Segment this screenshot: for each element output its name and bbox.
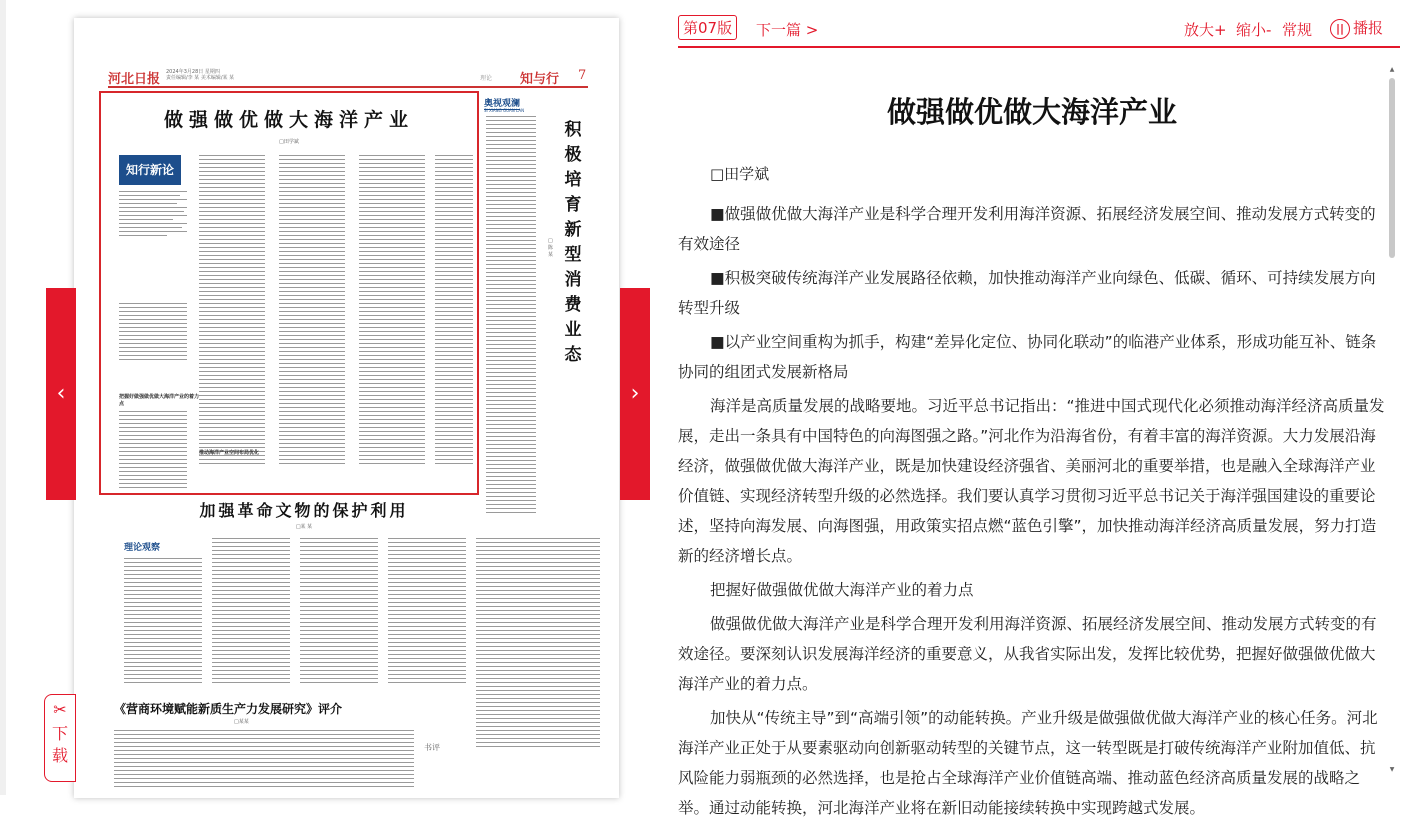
- page-masthead: [108, 68, 588, 88]
- lead-text-block: [119, 191, 187, 291]
- normal-size-button[interactable]: 常规: [1282, 21, 1313, 39]
- text-column: [124, 558, 202, 686]
- text-column: [359, 155, 425, 467]
- article-content[interactable]: [678, 66, 1386, 817]
- text-column: [199, 155, 265, 467]
- article-paragraph: ■以产业空间重构为抓手，构建“差异化定位、协同化联动”的临港产业体系，形成功能互补、链条协同的组团式发展新格局: [678, 333, 1377, 381]
- article-scrollbar[interactable]: [1388, 66, 1396, 778]
- zoom-out-button[interactable]: 缩小-: [1236, 21, 1272, 39]
- article-paragraph: ■积极突破传统海洋产业发展路径依赖，加快推动海洋产业向绿色、低碳、循环、可持续发展方向转型升级: [678, 269, 1376, 317]
- editor-info: 责任编辑/李 某 美术编辑/某 某: [166, 75, 235, 81]
- article2-title[interactable]: 加强革命文物的保护利用: [199, 501, 409, 520]
- text-column: [119, 411, 187, 491]
- article-paragraph: ■做强做优做大海洋产业是科学合理开发利用海洋资源、拓展经济发展空间、推动发展方式转变的有效途径: [678, 205, 1376, 253]
- side-column-author: □陈某: [548, 238, 554, 258]
- text-column: [476, 538, 600, 750]
- article-subhead-2: 推动海洋产业空间布局优化: [199, 450, 260, 456]
- newspaper-page[interactable]: [74, 18, 619, 798]
- next-article-link[interactable]: 下一篇 >: [756, 21, 819, 39]
- highlighted-article-block[interactable]: [99, 91, 479, 495]
- reading-toolbar: [678, 12, 1400, 48]
- download-label: 下载: [51, 724, 68, 765]
- text-column: [300, 538, 378, 686]
- side-column[interactable]: [484, 96, 540, 496]
- article-title: 做强做优做大海洋产业: [886, 95, 1177, 129]
- masthead-info: [166, 69, 316, 81]
- article-paragraph: 加快从“传统主导”到“高端引领”的动能转换。产业升级是做强做优做大海洋产业的核心任务。河北海洋产业正处于从要素驱动向创新驱动转型的关键节点，这一转型既是打破传统海洋产业附加值低、抗风险能力弱瓶颈的必然选择，也是抢占全球海洋产业价值链高端、推动蓝色经济高质量发展的战略之举。通过动能转换，河北海洋产业将在新旧动能接续转换中实现跨越式发展。: [678, 709, 1378, 817]
- book-review-tag: 书评: [424, 743, 440, 752]
- zoom-in-button[interactable]: 放大+: [1184, 21, 1227, 39]
- text-column: [212, 538, 290, 686]
- scrollbar-thumb[interactable]: [1389, 78, 1395, 258]
- side-column-tag: 奥视观澜: [484, 96, 520, 110]
- text-column: [388, 538, 466, 686]
- text-column: [435, 155, 473, 467]
- download-button[interactable]: [44, 694, 76, 782]
- section-mini-label: 理论: [480, 75, 493, 82]
- article3-author: □某某: [234, 719, 249, 725]
- article-author: □田学斌: [710, 165, 770, 183]
- main-article-author: □田学斌: [279, 139, 299, 145]
- newspaper-logo: 河北日报: [108, 72, 161, 87]
- text-column: [279, 155, 345, 467]
- page-number: 7: [578, 68, 587, 83]
- broadcast-button[interactable]: [1330, 17, 1383, 39]
- article3-title[interactable]: 《营商环境赋能新质生产力发展研究》评介: [114, 702, 343, 716]
- edition-button[interactable]: 第07版: [678, 15, 737, 40]
- side-column-pinyin: SI XIANG GUAN LAN: [484, 108, 525, 113]
- article2-badge: 理论观察: [124, 543, 161, 553]
- scroll-down-arrow-icon[interactable]: ▼: [1389, 766, 1395, 773]
- next-page-button[interactable]: ›: [620, 288, 650, 500]
- section-name: 知与行: [520, 72, 560, 87]
- article2-author: □某 某: [295, 524, 313, 530]
- main-article-title: 做强做优做大海洋产业: [163, 109, 414, 131]
- scissors-icon: ✂: [53, 700, 67, 719]
- text-column: [119, 303, 187, 363]
- prev-page-button[interactable]: ‹: [46, 288, 76, 500]
- left-edge-strip: [0, 0, 6, 795]
- article-paragraph: 做强做优做大海洋产业是科学合理开发利用海洋资源、拓展经济发展空间、推动发展方式转变的有效途径。要深刻认识发展海洋经济的重要意义，从我省实际出发，发挥比较优势，把握好做强做优做大海洋产业的着力点。: [678, 615, 1377, 693]
- text-column: [114, 730, 414, 790]
- newspaper-pane: [0, 0, 672, 795]
- scroll-up-arrow-icon[interactable]: ▲: [1389, 66, 1395, 73]
- article-subheading: 把握好做强做优做大海洋产业的着力点: [710, 581, 974, 599]
- column-badge: 知行新论: [119, 155, 181, 185]
- text-column: [486, 116, 536, 516]
- reading-pane: [672, 0, 1415, 817]
- article-subhead-1: 把握好做强做优做大海洋产业的着力点: [119, 394, 200, 407]
- side-column-title: 积极培育新型消费业态: [564, 120, 582, 365]
- article-paragraph: 海洋是高质量发展的战略要地。习近平总书记指出：“推进中国式现代化必须推动海洋经济高质量发展，走出一条具有中国特色的向海图强之路。”河北作为沿海省份，有着丰富的海洋资源。大力发展沿海经济，做强做优做大海洋产业，既是加快建设经济强省、美丽河北的重要举措，也是融入全球海洋产业价值链、实现经济转型升级的必然选择。我们要认真学习贯彻习近平总书记关于海洋强国建设的重要论述，坚持向海发展、向海图强，用政策实招点燃“蓝色引擎”，加快推动海洋经济高质量发展，努力打造新的经济增长点。: [678, 397, 1385, 565]
- date-info: 2024年3月28日 星期四: [166, 69, 220, 75]
- broadcast-label: 播报: [1353, 19, 1384, 37]
- pause-icon: ||: [1330, 19, 1350, 39]
